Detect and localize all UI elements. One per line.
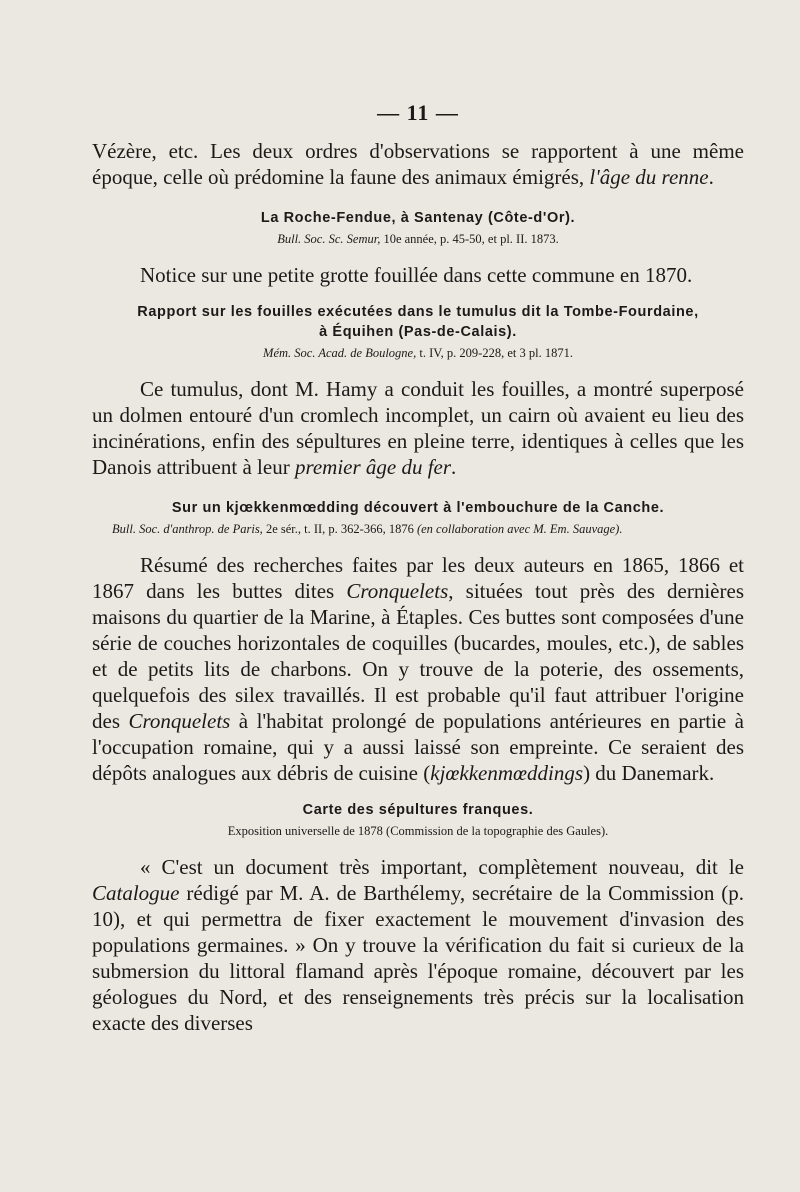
paragraph-notice: Notice sur une petite grotte fouillée dans cette commune en 1870. (140, 263, 693, 287)
subheading-exposition: Exposition universelle de 1878 (Commission de la topographie des Gaules). (227, 824, 609, 838)
paragraph-tumulus-italic: premier âge du fer (294, 455, 452, 479)
paragraph-resume-4: ) du Danemark. (583, 761, 715, 785)
citation-kjoekkenmoedding-details: 2e sér., t. II, p. 362-366, 1876 (262, 522, 417, 536)
paragraph-vezere-italic: l'âge du renne (589, 165, 709, 189)
citation-tombe-fourdaine (92, 344, 744, 362)
paragraph-tumulus-text: Ce tumulus, dont M. Hamy a conduit les fouilles, a montré superposé un dolmen entouré d'un cromlech incomplet, un cairn où avaient eu lieu des incinérations, enfin des sépultures en pleine terre, identiques à celles que les Danois attribuent à leur (92, 377, 744, 479)
paragraph-resume-1: Résumé des recherches faites par les deux auteurs en 1865, 1866 et 1867 dans les buttes dites (92, 553, 744, 603)
paragraph-tumulus-end: . (451, 455, 457, 479)
paragraph-vezere-text: Vézère, etc. Les deux ordres d'observations se rapportent à une même époque, celle où prédomine la faune des animaux émigrés, (92, 139, 744, 189)
citation-roche-fendue (92, 230, 744, 248)
section-heading-kjoekkenmoedding: Sur un kjœkkenmœdding découvert à l'embouchure de la Canche. (171, 500, 665, 516)
paragraph-resume (92, 552, 744, 786)
section-heading-roche-fendue: La Roche-Fendue, à Santenay (Côte-d'Or). (260, 210, 576, 226)
citation-roche-fendue-journal: Bull. Soc. Sc. Semur, (277, 232, 381, 246)
citation-kjoekkenmoedding-collab: (en collaboration avec M. Em. Sauvage). (416, 522, 623, 536)
paragraph-document-italic: Catalogue (92, 881, 180, 905)
paragraph-vezere (92, 138, 744, 190)
paragraph-resume-3: à l'habitat prolongé de populations antérieures en partie à l'occupation romaine, qui y a aussi laissé son empreinte. Ce seraient des dépôts analogues aux débris de cuisine ( (92, 709, 744, 785)
section-heading-carte: Carte des sépultures franques. (302, 802, 534, 818)
paragraph-vezere-end: . (708, 165, 714, 189)
paragraph-tumulus (92, 376, 744, 480)
section-heading-tombe-fourdaine: Rapport sur les fouilles exécutées dans le tumulus dit la Tombe-Fourdaine, (137, 304, 699, 320)
section-heading-equihen: à Équihen (Pas-de-Calais). (319, 324, 517, 340)
paragraph-resume-italic-3: kjœkkenmœddings (430, 761, 584, 785)
citation-kjoekkenmoedding-journal: Bull. Soc. d'anthrop. de Paris, (112, 522, 263, 536)
page-number: — 11 — (377, 100, 459, 125)
paragraph-resume-2: , situées tout près des dernières maisons du quartier de la Marine, à Étaples. Ces buttes sont composées d'une série de couches horizontales de coquilles (bucardes, moules, etc.), de sables et de petits lits de charbons. On y trouve de la poterie, des ossements, quelquefois des silex travaillés. Il est probable qu'il faut attribuer l'origine des (92, 579, 744, 733)
citation-tombe-fourdaine-journal: Mém. Soc. Acad. de Boulogne, (263, 346, 417, 360)
paragraph-resume-italic-2: Cronquelets (128, 709, 231, 733)
citation-kjoekkenmoedding (112, 520, 744, 538)
citation-roche-fendue-details: 10e année, p. 45-50, et pl. II. 1873. (380, 232, 559, 246)
paragraph-resume-italic-1: Cronquelets (346, 579, 449, 603)
citation-tombe-fourdaine-details: t. IV, p. 209-228, et 3 pl. 1871. (416, 346, 573, 360)
paragraph-document-2: rédigé par M. A. de Barthélemy, secrétaire de la Commission (p. 10), et qui permettra de fixer exactement le mouvement d'invasion des populations germaines. » On y trouve la vérification du fait si curieux de la submersion du littoral flamand après l'époque romaine, découvert par les géologues du Nord, et des renseignements très précis sur la localisation exacte des diverses (92, 881, 744, 1035)
paragraph-document (92, 854, 744, 1036)
paragraph-document-1: « C'est un document très important, complètement nouveau, dit le (140, 855, 744, 879)
